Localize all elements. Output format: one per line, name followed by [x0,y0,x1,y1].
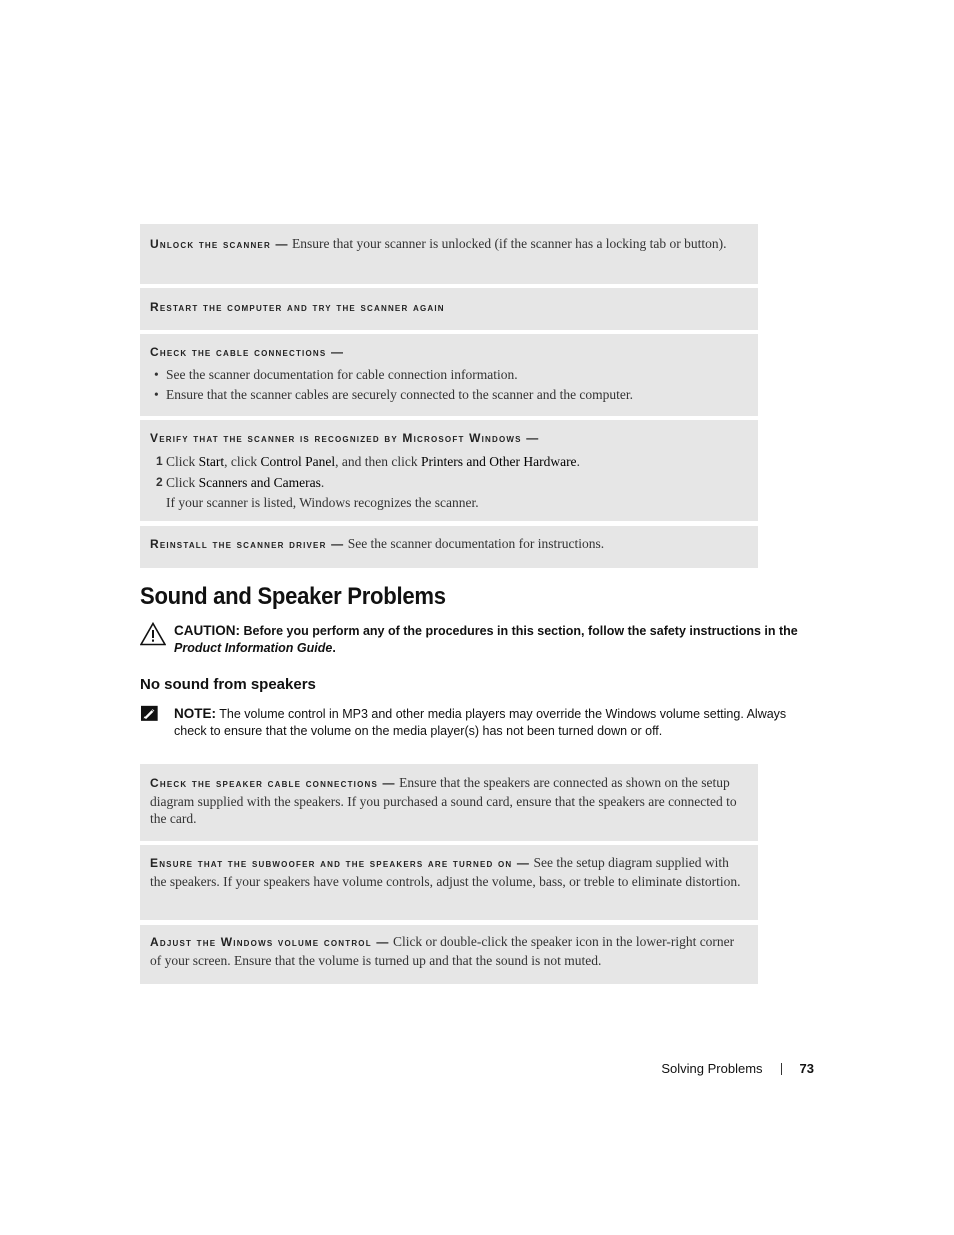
tip-heading: Unlock the scanner — [150,237,289,251]
tip-text: Ensure that the speakers are connected as shown on the setup diagram supplied with the speakers. If you purchased a sound card, ensure that the speakers are connected to the card. [150,775,737,826]
ui-term-scanners: Scanners and Cameras [198,474,321,490]
ui-term-printers: Printers and Other Hardware [420,453,577,469]
bullet-list [150,365,748,405]
tip-text: Ensure that your scanner is unlocked (if the scanner has a locking tab or button). [292,236,727,251]
tip-heading: Check the speaker cable connections — [150,776,396,790]
tip-verify-recognized [140,420,758,521]
tip-restart-computer [140,288,758,330]
list-item: 2 Click Scanners and Cameras. [156,474,325,490]
section-title: Sound and Speaker Problems [140,583,446,610]
tip-speaker-cable [140,764,758,841]
caution-guide-title: Product Information Guide [174,641,333,655]
step-list [150,451,748,493]
warning-triangle-icon [140,622,166,646]
tip-unlock-scanner [140,224,758,284]
bullet-icon: • [154,366,159,382]
tip-text: See the scanner documentation for instructions. [347,536,605,551]
ui-term-start: Start [198,453,225,469]
tip-heading: Restart the computer and try the scanner again [150,300,445,314]
tip-heading: Adjust the Windows volume control — [150,935,390,949]
tip-windows-volume [140,925,758,984]
tip-reinstall-driver [140,526,758,568]
list-item: 1 Click Start, click Control Panel, and then click Printers and Other Hardware. [156,453,580,469]
subsection-title: No sound from speakers [140,676,316,693]
page-footer [661,1061,814,1076]
tip-heading: Ensure that the subwoofer and the speakers are turned on — [150,856,531,870]
note-label: NOTE: [174,706,216,721]
note-pencil-icon [140,705,162,725]
page-number: 73 [799,1061,814,1076]
list-item: • See the scanner documentation for cable connection information. [150,365,748,385]
note-text: The volume control in MP3 and other media players may override the Windows volume setting. Always check to ensure that the volume on the media player(s) has not been turned down or off. [174,707,787,738]
note-notice [140,705,812,740]
caution-text: Before you perform any of the procedures in this section, follow the safety instructions in the [243,624,798,638]
tip-heading: Check the cable connections — [150,345,345,359]
step-result-text: If your scanner is listed, Windows recognizes the scanner. [166,494,479,510]
tip-text: Click or double-click the speaker icon in the lower-right corner of your screen. Ensure that the volume is turned up and that the sound is not muted. [150,934,735,968]
tip-text: See the setup diagram supplied with the speakers. If your speakers have volume controls, adjust the volume, bass, or treble to eliminate distortion. [150,855,741,889]
footer-section-name: Solving Problems [661,1061,763,1076]
ui-term-control-panel: Control Panel [260,453,336,469]
tip-subwoofer-on [140,845,758,920]
list-item: • Ensure that the scanner cables are securely connected to the scanner and the computer. [150,385,748,405]
caution-notice: CAUTION: Before you perform any of the procedures in this section, follow the safety instructions in the Product Information Guide. [140,622,812,657]
bullet-icon: • [154,386,159,402]
tip-heading: Verify that the scanner is recognized by Microsoft Windows — [150,431,540,445]
tip-heading: Reinstall the scanner driver — [150,537,345,551]
caution-label: CAUTION: [174,623,240,638]
footer-divider [781,1063,782,1075]
tip-check-cable [140,334,758,416]
